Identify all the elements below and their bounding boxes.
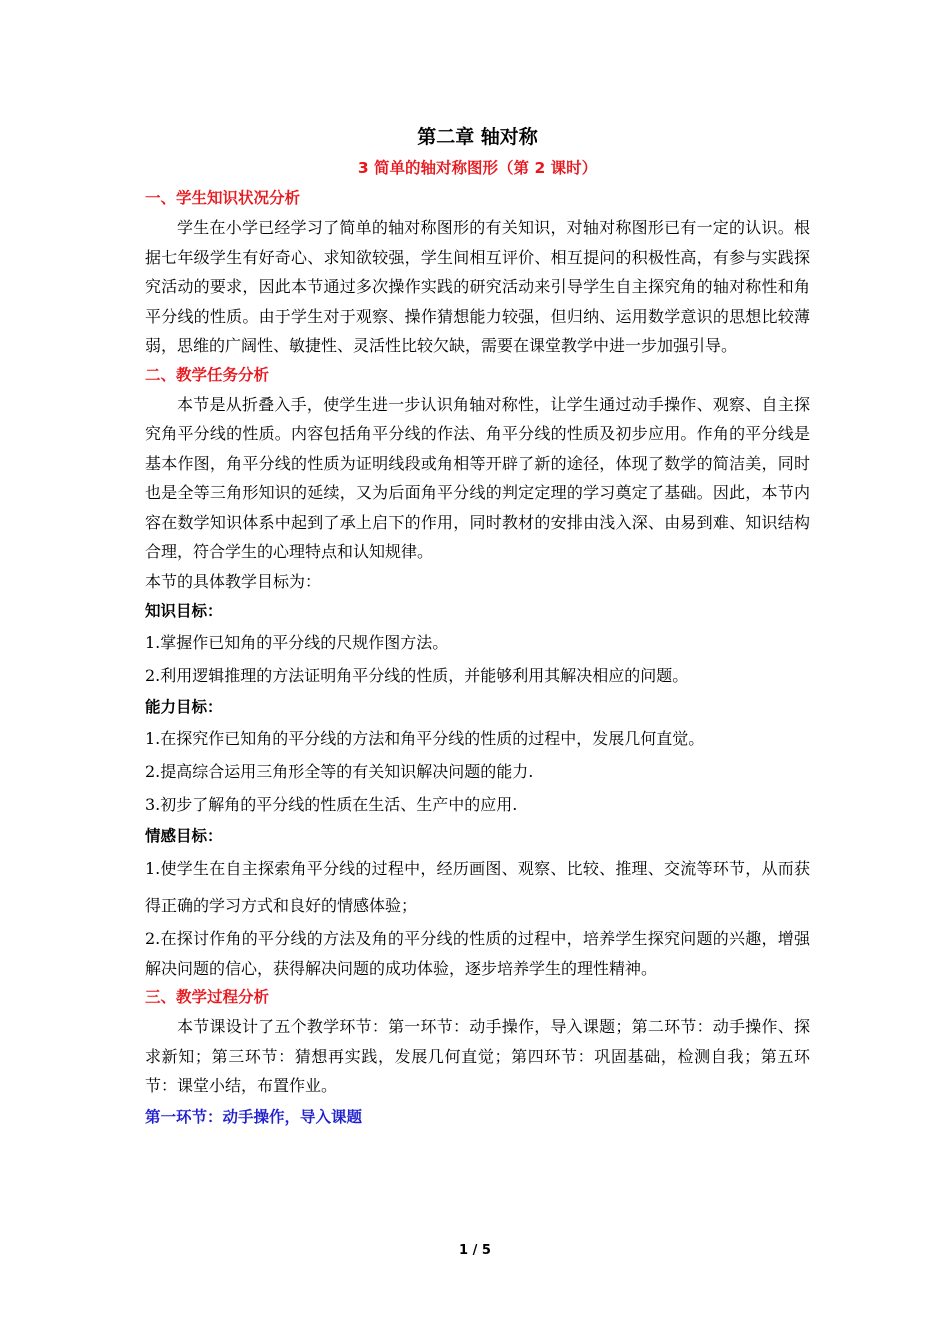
section-heading-student-analysis: 一、学生知识状况分析 (145, 189, 301, 207)
step1-heading: 第一环节：动手操作，导入课题 (145, 1107, 363, 1126)
knowledge-goals-heading: 知识目标： (145, 602, 223, 620)
emotion-goal-item: 1.使学生在自主探索角平分线的过程中，经历画图、观察、比较、推理、交流等环节，从而获得正确的学习方式和良好的情感体验； (145, 859, 810, 915)
document-page (145, 118, 810, 1132)
lesson-subtitle: 3 简单的轴对称图形（第 2 课时） (357, 159, 598, 177)
goals-intro: 本节的具体教学目标为： (145, 571, 322, 591)
paragraph-student-analysis: 学生在小学已经学习了简单的轴对称图形的有关知识，对轴对称图形已有一定的认识。根据七年级学生有好奇心、求知欲较强，学生间相互评价、相互提问的积极性高，有参与实践探究活动的要求，因此本节通过多次操作实践的研究活动来引导学生自主探究角的轴对称性和角平分线的性质。由于学生对于观察、操作猜想能力较强，但归纳、运用数学意识的思想比较薄弱，思维的广阔性、敏捷性、灵活性比较欠缺，需要在课堂教学中进一步加强引导。 (145, 218, 810, 355)
knowledge-goal-item: 2.利用逻辑推理的方法证明角平分线的性质，并能够利用其解决相应的问题。 (145, 666, 689, 685)
knowledge-goal-item: 1.掌握作已知角的平分线的尺规作图方法。 (145, 633, 449, 652)
section-heading-task-analysis: 二、教学任务分析 (145, 365, 270, 384)
chapter-title: 第二章 轴对称 (417, 126, 538, 148)
page-number: 1 / 5 (459, 1243, 491, 1258)
emotion-goal-item: 2.在探讨作角的平分线的方法及角的平分线的性质的过程中，培养学生探究问题的兴趣，增强解决问题的信心，获得解决问题的成功体验，逐步培养学生的理性精神。 (145, 929, 810, 978)
ability-goal-item: 3.初步了解角的平分线的性质在生活、生产中的应用. (145, 795, 518, 814)
section-heading-process-analysis: 三、教学过程分析 (145, 988, 270, 1006)
ability-goal-item: 2.提高综合运用三角形全等的有关知识解决问题的能力. (145, 762, 534, 781)
ability-goal-item: 1.在探究作已知角的平分线的方法和角平分线的性质的过程中，发展几何直觉。 (145, 729, 705, 748)
emotion-goals-heading: 情感目标： (145, 827, 223, 845)
paragraph-process-analysis: 本节课设计了五个教学环节：第一环节：动手操作，导入课题；第二环节：动手操作、探求新知；第三环节：猜想再实践，发展几何直觉；第四环节：巩固基础，检测自我；第五环节：课堂小结，布置作业。 (145, 1017, 810, 1095)
paragraph-task-analysis: 本节是从折叠入手，使学生进一步认识角轴对称性，让学生通过动手操作、观察、自主探究角平分线的性质。内容包括角平分线的作法、角平分线的性质及初步应用。作角的平分线是基本作图，角平分线的性质为证明线段或角相等开辟了新的途径，体现了数学的简洁美，同时也是全等三角形知识的延续，又为后面角平分线的判定定理的学习奠定了基础。因此，本节内容在数学知识体系中起到了承上启下的作用，同时教材的安排由浅入深、由易到难、知识结构合理，符合学生的心理特点和认知规律。 (145, 394, 810, 561)
ability-goals-heading: 能力目标： (145, 698, 223, 716)
